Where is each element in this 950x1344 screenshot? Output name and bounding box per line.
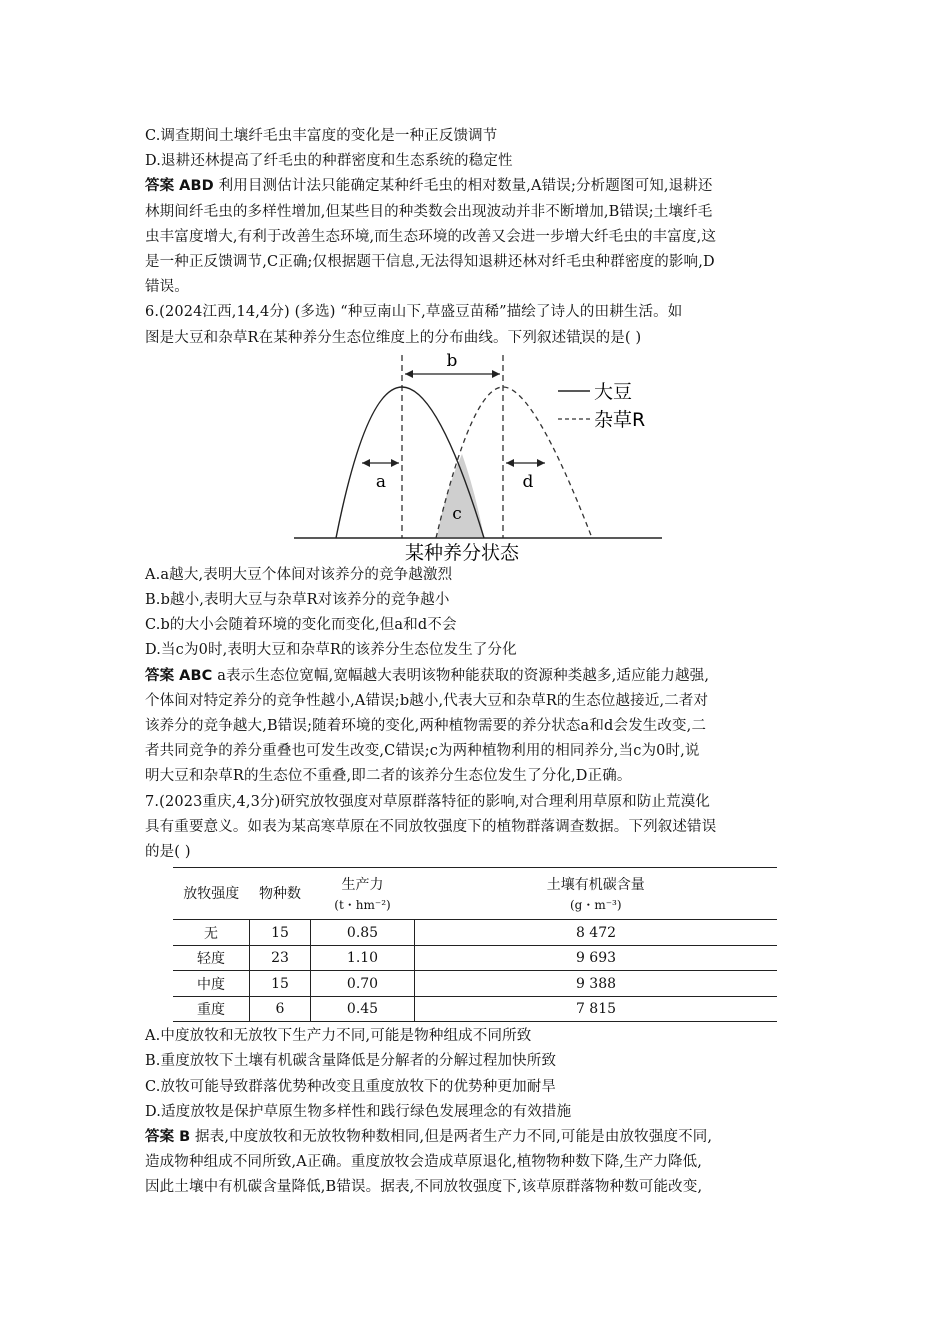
q7-stem-line: 的是( ) bbox=[145, 844, 191, 861]
table-cell: 7 815 bbox=[415, 996, 778, 1022]
label-a: a bbox=[375, 471, 387, 492]
q5-option-d[interactable]: D.退耕还林提高了纤毛虫的种群密度和生态系统的稳定性 bbox=[145, 153, 513, 170]
answer-explanation: 林期间纤毛虫的多样性增加,但某些目的种类数会出现波动并非不断增加,B错误;土壤纤毛 bbox=[145, 203, 713, 220]
answer-key: ABD bbox=[179, 178, 214, 195]
answer-label: 答案 bbox=[145, 1129, 175, 1146]
table-header-row bbox=[173, 868, 777, 920]
document-page bbox=[145, 124, 810, 1201]
answer-explanation: 者共同竞争的养分重叠也可发生改变,C错误;c为两种植物利用的相同养分,当c为0时,说 bbox=[145, 743, 700, 760]
q7-stem-line: 具有重要意义。如表为某高寒草原在不同放牧强度下的植物群落调查数据。下列叙述错误 bbox=[145, 818, 717, 835]
niche-figure bbox=[145, 351, 810, 563]
answer-explanation: a表示生态位宽幅,宽幅越大表明该物种能获取的资源种类越多,适应能力越强, bbox=[217, 667, 710, 684]
answer-key: ABC bbox=[179, 667, 213, 684]
q6-stem-line: 6.(2024江西,14,4分) (多选) “种豆南山下,草盛豆苗稀”描绘了诗人的田耕生活。如 bbox=[145, 304, 683, 321]
header-soil-carbon: 土壤有机碳含量 (g・m⁻³) bbox=[415, 868, 778, 920]
table-row bbox=[173, 920, 777, 946]
answer-explanation: 虫丰富度增大,有利于改善生态环境,而生态环境的改善又会进一步增大纤毛虫的丰富度,这 bbox=[145, 228, 716, 245]
table-cell: 9 693 bbox=[415, 945, 778, 971]
table-cell: 重度 bbox=[173, 996, 250, 1022]
table-row bbox=[173, 996, 777, 1022]
overlap-region-c bbox=[437, 454, 484, 537]
grazing-data-table bbox=[173, 867, 777, 1022]
table-cell: 1.10 bbox=[311, 945, 415, 971]
q6-stem-emphasis: 错误 bbox=[566, 329, 596, 346]
table-cell: 6 bbox=[250, 996, 311, 1022]
q6-option-d[interactable]: D.当c为0时,表明大豆和杂草R的该养分生态位发生了分化 bbox=[145, 642, 517, 659]
legend-soybean: 大豆 bbox=[594, 380, 633, 403]
q6-answer-line bbox=[145, 664, 810, 689]
q6-stem-line bbox=[145, 326, 810, 351]
q6-option-a[interactable]: A.a越大,表明大豆个体间对该养分的竞争越激烈 bbox=[145, 566, 453, 583]
header-productivity: 生产力 (t・hm⁻²) bbox=[311, 868, 415, 920]
q6-option-c[interactable]: C.b的大小会随着环境的变化而变化,但a和d不会 bbox=[145, 617, 457, 634]
q6-stem-text: 图是大豆和杂草R在某种养分生态位维度上的分布曲线。下列叙述 bbox=[145, 329, 567, 346]
answer-label: 答案 bbox=[145, 667, 175, 684]
table-cell: 9 388 bbox=[415, 971, 778, 997]
q5-option-c[interactable]: C.调查期间土壤纤毛虫丰富度的变化是一种正反馈调节 bbox=[145, 128, 498, 144]
legend-weed-r: 杂草R bbox=[594, 408, 646, 431]
label-b: b bbox=[446, 350, 458, 371]
x-axis-label: 某种养分状态 bbox=[404, 541, 520, 563]
table-cell: 15 bbox=[250, 971, 311, 997]
answer-explanation: 利用目测估计法只能确定某种纤毛虫的相对数量,A错误;分析题图可知,退耕还 bbox=[218, 178, 713, 195]
table-cell: 0.85 bbox=[311, 920, 415, 946]
label-c: c bbox=[452, 503, 462, 524]
table-cell: 0.45 bbox=[311, 996, 415, 1022]
header-grazing-intensity: 放牧强度 bbox=[173, 868, 250, 920]
q5-answer-line bbox=[145, 174, 810, 199]
answer-explanation: 明大豆和杂草R的生态位不重叠,即二者的该养分生态位发生了分化,D正确。 bbox=[145, 768, 632, 785]
table-cell: 0.70 bbox=[311, 971, 415, 997]
table-cell: 15 bbox=[250, 920, 311, 946]
table-row bbox=[173, 945, 777, 971]
q7-stem-line: 7.(2023重庆,4,3分)研究放牧强度对草原群落特征的影响,对合理利用草原和防止荒漠化 bbox=[145, 793, 711, 810]
table-cell: 中度 bbox=[173, 971, 250, 997]
table-cell: 23 bbox=[250, 945, 311, 971]
q6-option-b[interactable]: B.b越小,表明大豆与杂草R对该养分的竞争越小 bbox=[145, 592, 450, 609]
header-productivity-unit: (t・hm⁻²) bbox=[334, 897, 391, 912]
table-cell: 无 bbox=[173, 920, 250, 946]
header-soil-carbon-unit: (g・m⁻³) bbox=[569, 897, 622, 912]
answer-explanation: 因此土壤中有机碳含量降低,B错误。据表,不同放牧强度下,该草原群落物种数可能改变, bbox=[145, 1179, 703, 1196]
table-cell: 8 472 bbox=[415, 920, 778, 946]
q7-option-b[interactable]: B.重度放牧下土壤有机碳含量降低是分解者的分解过程加快所致 bbox=[145, 1053, 557, 1070]
table-row bbox=[173, 971, 777, 997]
answer-explanation: 据表,中度放牧和无放牧物种数相同,但是两者生产力不同,可能是由放牧强度不同, bbox=[195, 1129, 713, 1146]
q7-option-d[interactable]: D.适度放牧是保护草原生物多样性和践行绿色发展理念的有效措施 bbox=[145, 1103, 572, 1120]
q7-answer-line bbox=[145, 1125, 810, 1150]
q6-stem-text: 的是( ) bbox=[595, 329, 642, 346]
header-species-count: 物种数 bbox=[250, 868, 311, 920]
q7-option-c[interactable]: C.放牧可能导致群落优势种改变且重度放牧下的优势种更加耐旱 bbox=[145, 1078, 557, 1095]
answer-explanation: 错误。 bbox=[145, 279, 189, 296]
answer-label: 答案 bbox=[145, 178, 175, 195]
answer-key: B bbox=[179, 1129, 191, 1146]
answer-explanation: 是一种正反馈调节,C正确;仅根据题干信息,无法得知退耕还林对纤毛虫种群密度的影响,D bbox=[145, 254, 715, 271]
answer-explanation: 该养分的竞争越大,B错误;随着环境的变化,两种植物需要的养分状态a和d会发生改变,二 bbox=[145, 718, 707, 735]
q7-option-a[interactable]: A.中度放牧和无放牧下生产力不同,可能是物种组成不同所致 bbox=[145, 1028, 532, 1045]
answer-explanation: 个体间对特定养分的竞争性越小,A错误;b越小,代表大豆和杂草R的生态位越接近,二者对 bbox=[145, 692, 709, 709]
label-d: d bbox=[522, 471, 534, 492]
table-cell: 轻度 bbox=[173, 945, 250, 971]
niche-diagram bbox=[290, 351, 665, 563]
answer-explanation: 造成物种组成不同所致,A正确。重度放牧会造成草原退化,植物物种数下降,生产力降低, bbox=[145, 1154, 703, 1171]
